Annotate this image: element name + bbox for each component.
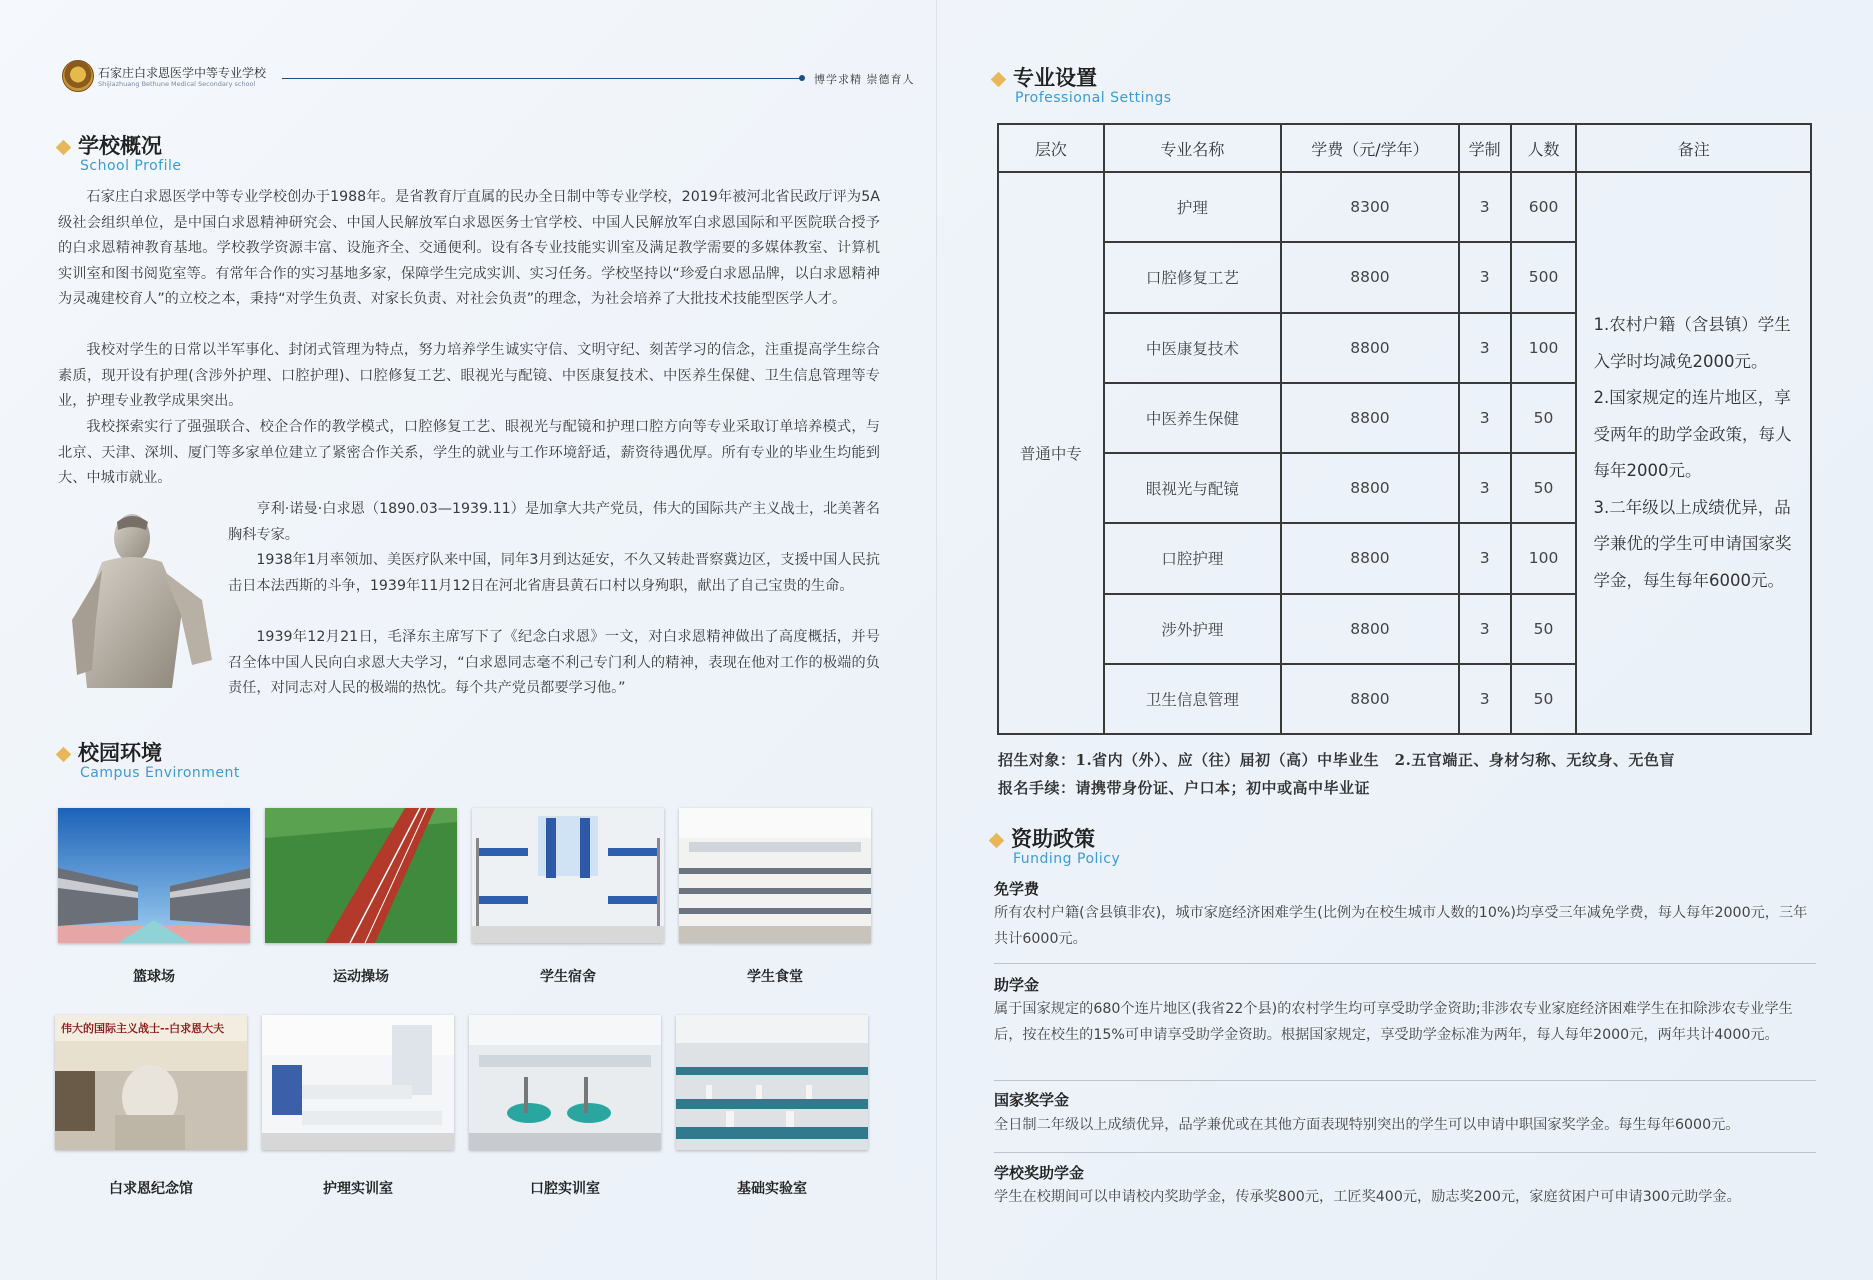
years: 3 [1459,453,1511,523]
major-name: 口腔护理 [1104,523,1281,593]
tuition: 8800 [1281,594,1459,664]
bethune-paragraph-1: 亨利·诺曼·白求恩（1890.03—1939.11）是加拿大共产党员，伟大的国际共产主义战士，北美著名胸科专家。 [228,501,880,543]
photo-caption: 学生宿舍 [540,969,596,985]
divider [994,1080,1816,1081]
photo-basketball-court [58,808,250,943]
funding-text: 所有农村户籍(含县镇非农)，城市家庭经济困难学生(比例为在校生城市人数的10%)均享受三年减免学费，每人每年2000元，三年共计6000元。 [994,905,1808,947]
years: 3 [1459,383,1511,453]
profile-paragraph-1: 石家庄白求恩医学中等专业学校创办于1988年。是省教育厅直属的民办全日制中等专业学校，2019年被河北省民政厅评为5A级社会组织单位，是中国白求恩精神研究会、中国人民解放军白求恩医务士官学校、中国人民解放军白求恩国际和平医院联合授予的白求恩精神教育基地。学校教学资源丰富、设施齐全、交通便利。设有各专业技能实训室及满足教学需要的多媒体教室、计算机实训室和图书阅览室等。有常年合作的实习基地多家，保障学生完成实训、实习任务。学校坚持以“珍爱白求恩品牌，以白求恩精神为灵魂建校育人”的立校之本，秉持“对学生负责、对家长负责、对社会负责”的理念，为社会培养了大批技术技能型医学人才。 [58,189,880,308]
header-level: 层次 [998,124,1104,172]
count: 500 [1511,242,1577,312]
funding-text: 学生在校期间可以申请校内奖助学金，传承奖800元，工匠奖400元，励志奖200元，家庭贫困户可申请300元助学金。 [994,1189,1741,1205]
divider [994,963,1816,964]
major-name: 护理 [1104,172,1281,242]
years: 3 [1459,242,1511,312]
remarks-cell [1576,172,1811,734]
major-name: 眼视光与配镜 [1104,453,1281,523]
tuition: 8800 [1281,453,1459,523]
photo-caption: 学生食堂 [747,969,803,985]
years: 3 [1459,172,1511,242]
count: 600 [1511,172,1577,242]
major-name: 口腔修复工艺 [1104,242,1281,312]
table-header-row [998,124,1811,172]
funding-text: 属于国家规定的680个连片地区(我省22个县)的农村学生均可享受助学金资助;非涉农专业家庭经济困难学生在扣除涉农专业学生后，按在校生的15%可申请享受助学金资助。根据国家规定，享受助学金标准为两年，每人每年2000元，两年共计4000元。 [994,1001,1793,1043]
photo-dental-training-room [469,1015,661,1150]
majors-table [997,123,1812,735]
years: 3 [1459,664,1511,734]
remark-item: 3.二年级以上成绩优异，品学兼优的学生可申请国家奖学金，每生每年6000元。 [1593,497,1792,590]
photo-nursing-training-room [262,1015,454,1150]
funding-subtitle: Funding Policy [1013,851,1121,867]
funding-heading: 助学金 [994,976,1040,994]
diamond-icon [56,140,72,156]
profile-subtitle: School Profile [80,158,182,174]
major-name: 涉外护理 [1104,594,1281,664]
tuition: 8800 [1281,664,1459,734]
photo-bethune-memorial-hall [55,1015,247,1150]
school-motto: 博学求精 崇德育人 [814,73,915,86]
diamond-icon [989,833,1005,849]
bethune-paragraph-3: 1939年12月21日，毛泽东主席写下了《纪念白求恩》一文，对白求恩精神做出了高度概括，并号召全体中国人民向白求恩大夫学习，“白求恩同志毫不利己专门利人的精神，表现在他对工作的极端的负责任，对同志对人民的极端的热忱。每个共产党员都要学习他。” [228,629,880,697]
funding-text: 全日制二年级以上成绩优异，品学兼优或在其他方面表现特别突出的学生可以申请中职国家奖学金。每生每年6000元。 [994,1117,1740,1133]
profile-paragraph-2: 我校对学生的日常以半军事化、封闭式管理为特点，努力培养学生诚实守信、文明守纪、刻苦学习的信念，注重提高学生综合素质，现开设有护理(含涉外护理、口腔护理)、口腔修复工艺、眼视光与配镜、中医康复技术、中医养生保健、卫生信息管理等专业，护理专业教学成果突出。 [58,342,880,410]
tuition: 8800 [1281,242,1459,312]
school-name-en: Shijiazhuang Bethune Medical Secondary school [98,80,256,88]
majors-subtitle: Professional Settings [1015,90,1172,106]
years: 3 [1459,523,1511,593]
count: 50 [1511,383,1577,453]
count: 50 [1511,594,1577,664]
photo-sports-field [265,808,457,943]
enroll-procedure: 报名手续：请携带身份证、户口本；初中或高中毕业证 [998,779,1371,797]
campus-subtitle: Campus Environment [80,765,240,781]
level-cell: 普通中专 [998,172,1104,734]
major-name: 中医康复技术 [1104,313,1281,383]
funding-title: 资助政策 [1011,827,1095,851]
table-row [998,172,1811,242]
enroll-target: 招生对象：1.省内（外）、应（往）届初（高）中毕业生 2.五官端正、身材匀称、无纹身、无色盲 [998,751,1675,769]
left-page [0,0,936,1280]
tuition: 8800 [1281,523,1459,593]
page-fold [936,0,937,1280]
diamond-icon [56,747,72,763]
remark-item: 2.国家规定的连片地区，享受两年的助学金政策，每人每年2000元。 [1593,388,1792,480]
photo-caption: 篮球场 [133,969,175,985]
major-name: 卫生信息管理 [1104,664,1281,734]
school-name: 石家庄白求恩医学中等专业学校 [98,66,267,80]
photo-caption: 基础实验室 [737,1181,807,1197]
photo-caption: 护理实训室 [323,1181,393,1197]
tuition: 8800 [1281,313,1459,383]
count: 50 [1511,664,1577,734]
bethune-statue-image [62,500,220,688]
header-years: 学制 [1459,124,1511,172]
header [62,58,915,98]
campus-title: 校园环境 [78,741,162,765]
years: 3 [1459,313,1511,383]
funding-heading: 免学费 [994,880,1040,898]
count: 100 [1511,313,1577,383]
photo-student-dormitory [472,808,664,943]
header-major-name: 专业名称 [1104,124,1281,172]
memorial-banner-text: 伟大的国际主义战士--白求恩大夫 [61,1022,225,1035]
bethune-paragraph-2: 1938年1月率领加、美医疗队来中国，同年3月到达延安，不久又转赴晋察冀边区，支援中国人民抗击日本法西斯的斗争，1939年11月12日在河北省唐县黄石口村以身殉职，献出了自己宝贵的生命。 [228,552,880,594]
photo-caption: 白求恩纪念馆 [109,1181,193,1197]
header-dot [799,75,805,81]
count: 100 [1511,523,1577,593]
tuition: 8800 [1281,383,1459,453]
divider [994,1152,1816,1153]
header-remarks: 备注 [1576,124,1811,172]
remark-item: 1.农村户籍（含县镇）学生入学时均减免2000元。 [1593,315,1791,371]
header-tuition: 学费（元/学年） [1281,124,1459,172]
major-name: 中医养生保健 [1104,383,1281,453]
photo-basic-laboratory [676,1015,868,1150]
photo-caption: 运动操场 [333,969,389,985]
header-line [282,78,802,79]
diamond-icon [991,72,1007,88]
majors-title: 专业设置 [1013,66,1097,90]
tuition: 8300 [1281,172,1459,242]
funding-heading: 国家奖学金 [994,1091,1070,1109]
photo-caption: 口腔实训室 [530,1181,600,1197]
school-logo-icon [62,60,94,92]
funding-heading: 学校奖助学金 [994,1164,1085,1182]
profile-title: 学校概况 [78,134,162,158]
photo-student-canteen [679,808,871,943]
header-count: 人数 [1511,124,1577,172]
years: 3 [1459,594,1511,664]
count: 50 [1511,453,1577,523]
profile-paragraph-3: 我校探索实行了强强联合、校企合作的教学模式，口腔修复工艺、眼视光与配镜和护理口腔方向等专业采取订单培养模式，与北京、天津、深圳、厦门等多家单位建立了紧密合作关系，学生的就业与工作环境舒适，薪资待遇优厚。所有专业的毕业生均能到大、中城市就业。 [58,419,880,487]
